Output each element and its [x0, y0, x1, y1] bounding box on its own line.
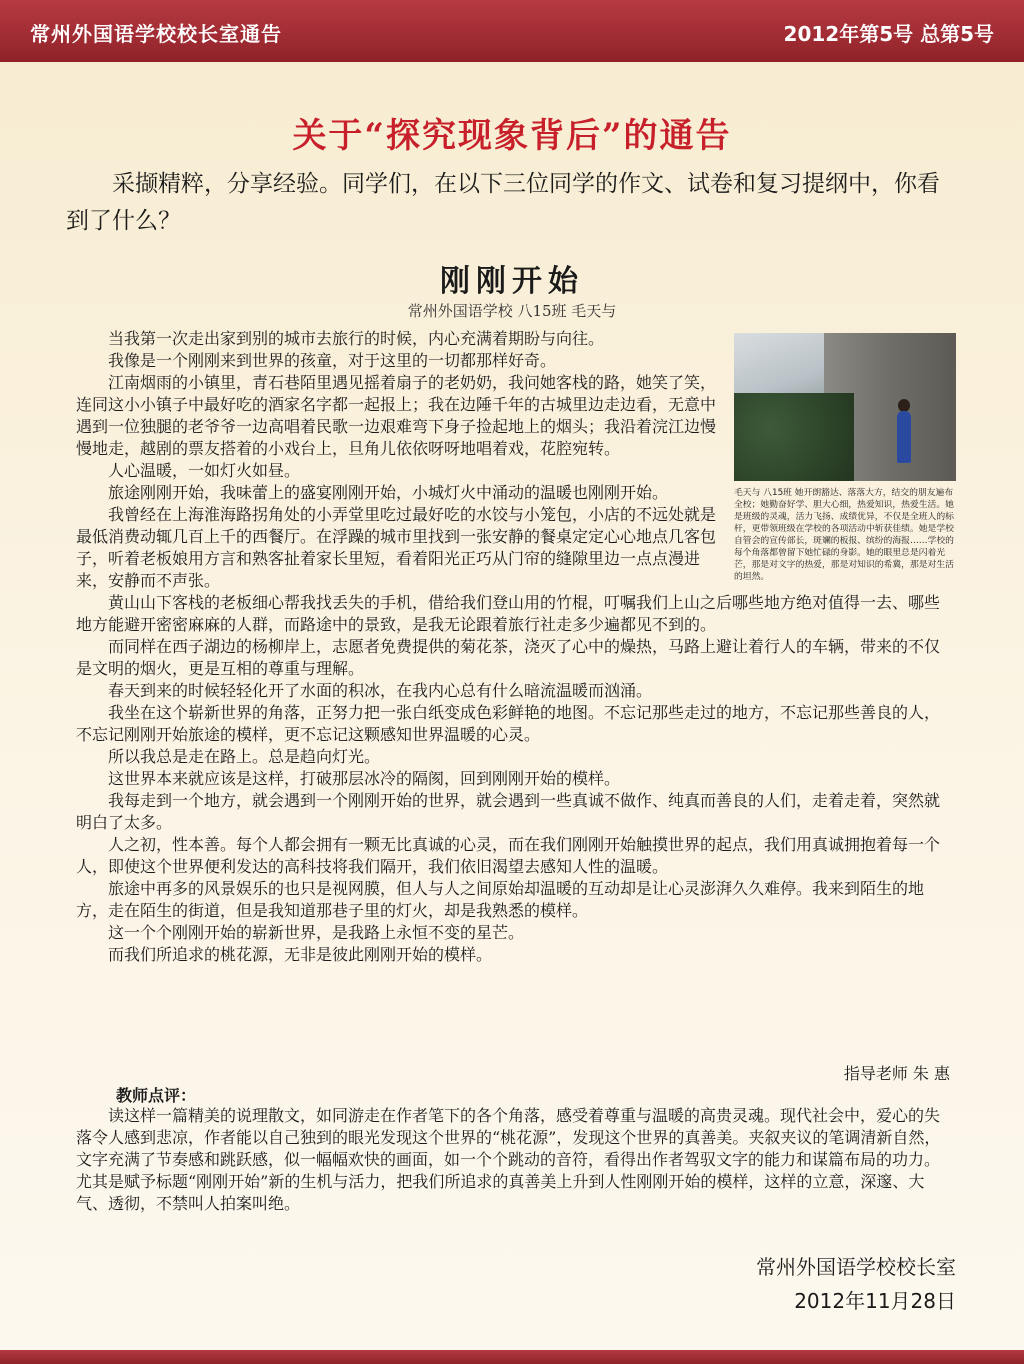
essay-paragraph: 江南烟雨的小镇里，青石巷陌里遇见摇着扇子的老奶奶，我问她客栈的路，她笑了笑，连同这小小镇子中最好吃的酒家名字都一起报上；我在边陲千年的古城里边走边看，无意中遇到一位独腿的老爷爷一边高唱着民歌一边艰难弯下身子捡起地上的烟头；我沿着浣江边慢慢地走，越剧的票友搭着的小戏台上，旦角儿依依呀呀地唱着戏，花腔宛转。 [76, 373, 717, 458]
essay-body [76, 328, 952, 966]
essay-paragraph: 我每走到一个地方，就会遇到一个刚刚开始的世界，就会遇到一些真诚不做作、纯真而善良的人们，走着走着，突然就明白了太多。 [76, 791, 941, 832]
essay-paragraph: 我坐在这个崭新世界的角落，正努力把一张白纸变成色彩鲜艳的地图。不忘记那些走过的地方，不忘记那些善良的人，不忘记刚刚开始旅途的模样，更不忘记这颗感知世界温暖的心灵。 [76, 703, 941, 744]
essay-paragraph: 我像是一个刚刚来到世界的孩童，对于这里的一切都那样好奇。 [108, 351, 557, 370]
header-bar [0, 0, 1024, 62]
essay-paragraph: 旅途刚刚开始，我味蕾上的盛宴刚刚开始，小城灯火中涌动的温暖也刚刚开始。 [108, 483, 669, 502]
essay-paragraph: 人之初，性本善。每个人都会拥有一颗无比真诚的心灵，而在我们刚刚开始触摸世界的起点，我们用真诚拥抱着每一个人，即使这个世界便利发达的高科技将我们隔开，我们依旧渴望去感知人性的温暖。 [76, 835, 941, 876]
notice-title: 关于“探究现象背后”的通告 [292, 116, 732, 156]
header-school-title: 常州外国语学校校长室通告 [30, 22, 282, 46]
essay-paragraph: 当我第一次走出家到别的城市去旅行的时候，内心充满着期盼与向往。 [108, 329, 605, 348]
notice-intro: 采撷精粹，分享经验。同学们，在以下三位同学的作文、试卷和复习提纲中，你看到了什么？ [66, 171, 940, 234]
essay-paragraph: 而我们所追求的桃花源，无非是彼此刚刚开始的模样。 [108, 945, 493, 964]
essay-paragraph: 人心温暖，一如灯火如昼。 [108, 461, 301, 480]
essay-paragraph: 这世界本来就应该是这样，打破那层冰冷的隔阂，回到刚刚开始的模样。 [108, 769, 621, 788]
essay-paragraph: 春天到来的时候轻轻化开了水面的积冰，在我内心总有什么暗流温暖而汹涌。 [108, 681, 653, 700]
essay-byline: 常州外国语学校 八15班 毛天与 [407, 302, 617, 320]
signature-org: 常州外国语学校校长室 [756, 1255, 956, 1279]
photo-wrap-space [720, 328, 952, 588]
header-issue-number: 2012年第5号 总第5号 [783, 22, 994, 46]
footer-bar [0, 1350, 1024, 1364]
essay-paragraph: 我曾经在上海淮海路拐角处的小弄堂里吃过最好吃的水饺与小笼包，小店的不远处就是最低消费动辄几百上千的西餐厅。在浮躁的城市里找到一张安静的餐桌定定心心地点几客包子，听着老板娘用方言和熟客扯着家长里短，看着阳光正巧从门帘的缝隙里边一点点漫进来，安静而不声张。 [76, 505, 717, 590]
guide-teacher: 指导老师 朱 惠 [843, 1064, 950, 1083]
essay-paragraph: 黄山山下客栈的老板细心帮我找丢失的手机，借给我们登山用的竹棍，叮嘱我们上山之后哪些地方绝对值得一去、哪些地方能避开密密麻麻的人群，而路途中的景致，是我无论跟着旅行社走多少遍都见不到的。 [76, 593, 941, 634]
essay-paragraph: 旅途中再多的风景娱乐的也只是视网膜，但人与人之间原始却温暖的互动却是让心灵澎湃久久难停。我来到陌生的地方，走在陌生的街道，但是我知道那巷子里的灯火，却是我熟悉的模样。 [76, 879, 925, 920]
teacher-comment-text: 读这样一篇精美的说理散文，如同游走在作者笔下的各个角落，感受着尊重与温暖的高贵灵魂。现代社会中，爱心的失落令人感到悲凉，作者能以自己独到的眼光发现这个世界的“桃花源”，发现这个世界的真善美。夹叙夹议的笔调清新自然，文字充满了节奏感和跳跃感，似一幅幅欢快的画面，如一个个跳动的音符，看得出作者驾驭文字的能力和谋篇布局的功力。尤其是赋予标题“刚刚开始”新的生机与活力，把我们所追求的真善美上升到人性刚刚开始的模样，这样的立意，深邃、大气、透彻，不禁叫人拍案叫绝。 [76, 1106, 941, 1213]
essay-title: 刚刚开始 [440, 264, 584, 299]
essay-paragraph: 而同样在西子湖边的杨柳岸上，志愿者免费提供的菊花茶，浇灭了心中的燥热，马路上避让着行人的车辆，带来的不仅是文明的烟火，更是互相的尊重与理解。 [76, 637, 941, 678]
signature-date: 2012年11月28日 [794, 1289, 956, 1313]
teacher-comment-label: 教师点评： [116, 1086, 197, 1105]
essay-paragraph: 所以我总是走在路上。总是趋向灯光。 [108, 747, 381, 766]
essay-paragraph: 这一个个刚刚开始的崭新世界，是我路上永恒不变的星芒。 [108, 923, 525, 942]
photo-caption: 毛天与 八15班 她开朗豁达、落落大方，结交的朋友遍布全校；她勤奋好学、胆大心细，热爱知识，热爱生活。她是班级的灵魂，活力飞扬、成绩优异，不仅是全班人的标杆，更带领班级在学校的各项活动中斩获佳绩。她是学校自管会的宣传部长，斑斓的板报、缤纷的海报……学校的每个角落都曾留下她忙碌的身影。她的眼里总是闪着光芒，那是对文字的热爱，那是对知识的希冀，那是对生活的坦然。 [734, 488, 954, 582]
